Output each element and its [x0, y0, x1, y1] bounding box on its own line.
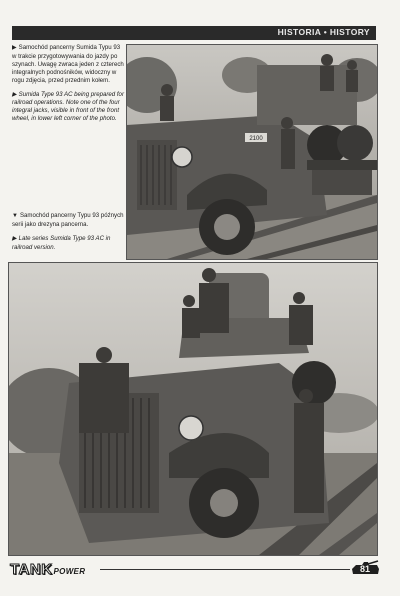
caption-bottom-en: ▶ Late series Sumida Type 93 AC in railroad version. [12, 234, 111, 251]
arrow-right-icon: ▶ [12, 45, 17, 51]
section-header-bar [12, 26, 376, 40]
caption-bottom-photo [12, 212, 124, 258]
railroad-armored-car-photo [9, 263, 377, 555]
top-photo [126, 44, 378, 260]
caption-bottom-pl: ▼ Samochód pancerny Typu 93 późnych serii jako drezyna pancerna. [12, 212, 124, 228]
footer-rule [100, 569, 350, 570]
bottom-photo [8, 262, 378, 556]
page-number-badge [350, 560, 380, 577]
logo-power-text: POWER [53, 567, 86, 576]
logo-tank-text: TANK [10, 561, 53, 578]
caption-top-pl: ▶ Samochód pancerny Sumida Typu 93 w trakcie przygotowywania do jazdy po szynach. Uwagę zwraca jeden z czterech integralnych podnośników, widoczny w rogu zdjęcia, przed przednim kołem. [12, 44, 124, 84]
magazine-logo [10, 561, 85, 577]
caption-top-en: ▶ Sumida Type 93 AC being prepared for railroad operations. Note one of the four integral jacks, visible in front of the front wheel, in lower left corner of the photo. [12, 90, 124, 123]
arrow-right-icon: ▶ [12, 91, 17, 98]
page-number: 81 [359, 564, 370, 574]
arrow-down-icon: ▼ [12, 213, 18, 219]
vehicle-plate-number: 2100 [249, 136, 263, 142]
caption-top-photo [12, 44, 124, 129]
arrow-right-icon: ▶ [12, 235, 17, 242]
section-title: HISTORIA • HISTORY [277, 27, 370, 37]
armored-car-on-rails-photo [127, 45, 377, 259]
